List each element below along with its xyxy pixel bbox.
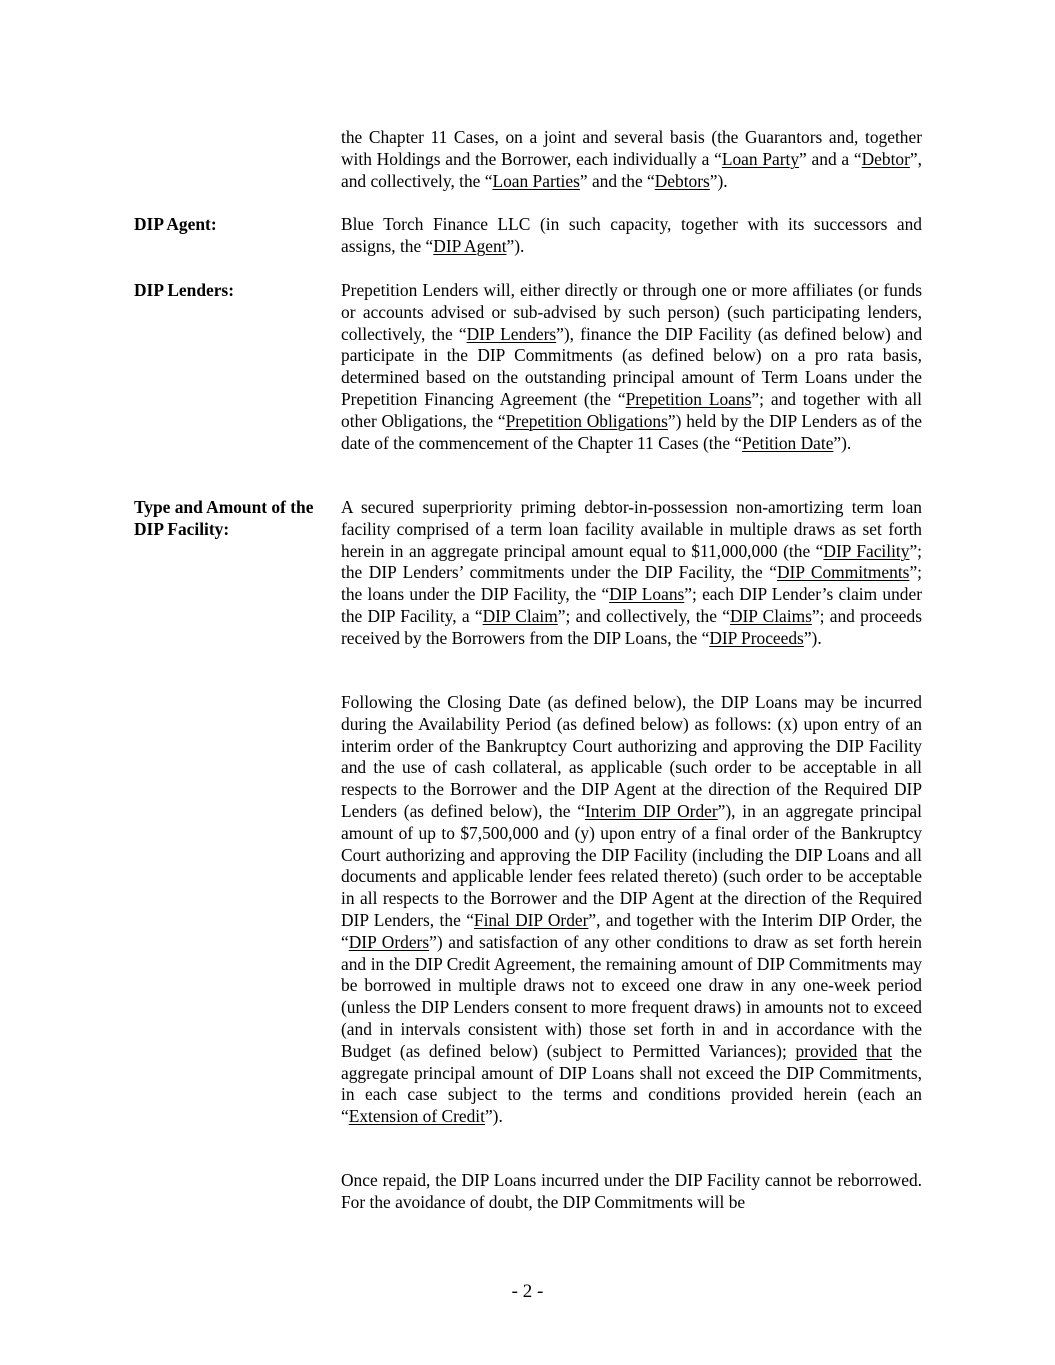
text-segment: ”) held by the DIP Lenders as of the date of the commencement of the Chapter 11 Cases (the “ xyxy=(341,410,922,453)
text-segment: ”). xyxy=(506,235,525,256)
text-segment: the Chapter 11 Cases, on a joint and several basis (the Guarantors and, together with Holdings and the Borrower, each individually a “ xyxy=(341,127,922,169)
defined-term: Prepetition Obligations xyxy=(505,410,668,431)
section-paragraph xyxy=(341,497,922,650)
text-segment: Prepetition Lenders will, either directly or through one or more affiliates (or funds or accounts advised or sub-advised by such person) (such participating lenders, collectively, the “ xyxy=(341,280,922,344)
defined-term: DIP Commitments xyxy=(776,562,910,583)
text-segment: ”; and together with all other Obligations, the “ xyxy=(341,388,922,431)
section-label: DIP Agent: xyxy=(134,214,217,234)
text-segment: ”, and together with the Interim DIP Order, the “ xyxy=(341,909,922,952)
defined-term: DIP Claim xyxy=(482,605,558,626)
text-segment: the aggregate principal amount of DIP Loans shall not exceed the DIP Commitments, in each case subject to the terms and conditions provided herein (each an “ xyxy=(341,1040,923,1127)
defined-term: DIP Loans xyxy=(609,584,685,605)
defined-term: Petition Date xyxy=(742,432,834,453)
text-segment: ”). xyxy=(484,1106,503,1127)
defined-term: DIP Orders xyxy=(348,931,430,952)
text-segment: ”). xyxy=(709,170,728,191)
defined-term: DIP Agent xyxy=(433,235,507,256)
defined-term: that xyxy=(866,1040,893,1061)
text-segment: Once repaid, the DIP Loans incurred under the DIP Facility cannot be reborrowed. For the avoidance of doubt, the DIP Commitments will be xyxy=(341,1170,922,1212)
text-segment: ”; and collectively, the “ xyxy=(557,605,730,626)
defined-term: Interim DIP Order xyxy=(584,800,718,821)
defined-term: DIP Lenders xyxy=(466,323,557,344)
text-segment: ”; the DIP Lenders’ commitments under the DIP Facility, the “ xyxy=(341,540,922,583)
defined-term: Prepetition Loans xyxy=(625,388,752,409)
text-segment: ”) and satisfaction of any other conditions to draw as set forth herein and in the DIP Credit Agreement, the remaining amount of DIP Commitments may be borrowed in multiple draws not to exceed one draw in any one-week period (unless the DIP Lenders consent to more frequent draws) in amounts not to exceed (and in intervals consistent with) those set forth in and in accordance with the Budget (as defined below) (subject to Permitted Variances); xyxy=(341,931,922,1061)
defined-term: Loan Parties xyxy=(492,170,580,191)
text-segment: Following the Closing Date (as defined below), the DIP Loans may be incurred during the Availability Period (as defined below) as follows: (x) upon entry of an interim order of the Bankruptcy Court authorizing and approving the DIP Facility and the use of cash collateral, as applicable (such order to be acceptable in all respects to the Borrower and the DIP Agent at the direction of the Required DIP Lenders (as defined below), the “ xyxy=(341,692,922,821)
defined-term: DIP Facility xyxy=(823,540,910,561)
page-number: - 2 - xyxy=(511,1281,544,1302)
section-paragraph xyxy=(341,127,922,192)
text-segment: Blue Torch Finance LLC (in such capacity, together with its successors and assigns, the “ xyxy=(341,214,922,256)
text-segment: ”), in an aggregate principal amount of up to $7,500,000 and (y) upon entry of a final order of the Bankruptcy Court authorizing and approving the DIP Facility (including the DIP Loans and all documents and applicable lender fees related thereto) (such order to be acceptable in all respects to the Borrower and the DIP Agent at the direction of the Required DIP Lenders, the “ xyxy=(341,800,922,930)
defined-term: DIP Proceeds xyxy=(709,627,804,648)
section-label: DIP Lenders: xyxy=(134,280,234,300)
text-segment xyxy=(857,1041,866,1061)
defined-term: Final DIP Order xyxy=(473,909,589,930)
section-label: Type and Amount of the DIP Facility: xyxy=(134,497,314,539)
text-segment: ”, and collectively, the “ xyxy=(341,148,922,191)
text-segment: ”). xyxy=(833,432,852,453)
text-segment: ”). xyxy=(803,627,822,648)
section-paragraph xyxy=(341,692,922,1128)
text-segment: A secured superpriority priming debtor-in-possession non-amortizing term loan facility comprised of a term loan facility available in multiple draws as set forth herein in an aggregate principal amount equal to $11,000,000 (the “ xyxy=(341,497,922,561)
defined-term: Debtor xyxy=(861,148,910,169)
section-paragraph xyxy=(341,1170,922,1214)
defined-term: Loan Party xyxy=(721,148,800,169)
text-segment: ”; each DIP Lender’s claim under the DIP Facility, a “ xyxy=(341,584,922,626)
text-segment: ”; the loans under the DIP Facility, the “ xyxy=(341,562,922,605)
defined-term: Debtors xyxy=(654,170,710,191)
section-paragraph xyxy=(341,214,922,258)
text-segment: ” and a “ xyxy=(799,148,862,169)
defined-term: Extension of Credit xyxy=(348,1106,485,1127)
section-paragraph xyxy=(341,280,922,454)
defined-term: DIP Claims xyxy=(729,605,812,626)
text-segment: ”; and proceeds received by the Borrowers from the DIP Loans, the “ xyxy=(341,605,922,648)
text-segment: ” and the “ xyxy=(579,170,655,191)
defined-term: provided xyxy=(795,1040,858,1061)
text-segment: ”), finance the DIP Facility (as defined below) and participate in the DIP Commitments (as defined below) on a pro rata basis, determined based on the outstanding principal amount of Term Loans under the Prepetition Financing Agreement (the “ xyxy=(341,323,923,409)
